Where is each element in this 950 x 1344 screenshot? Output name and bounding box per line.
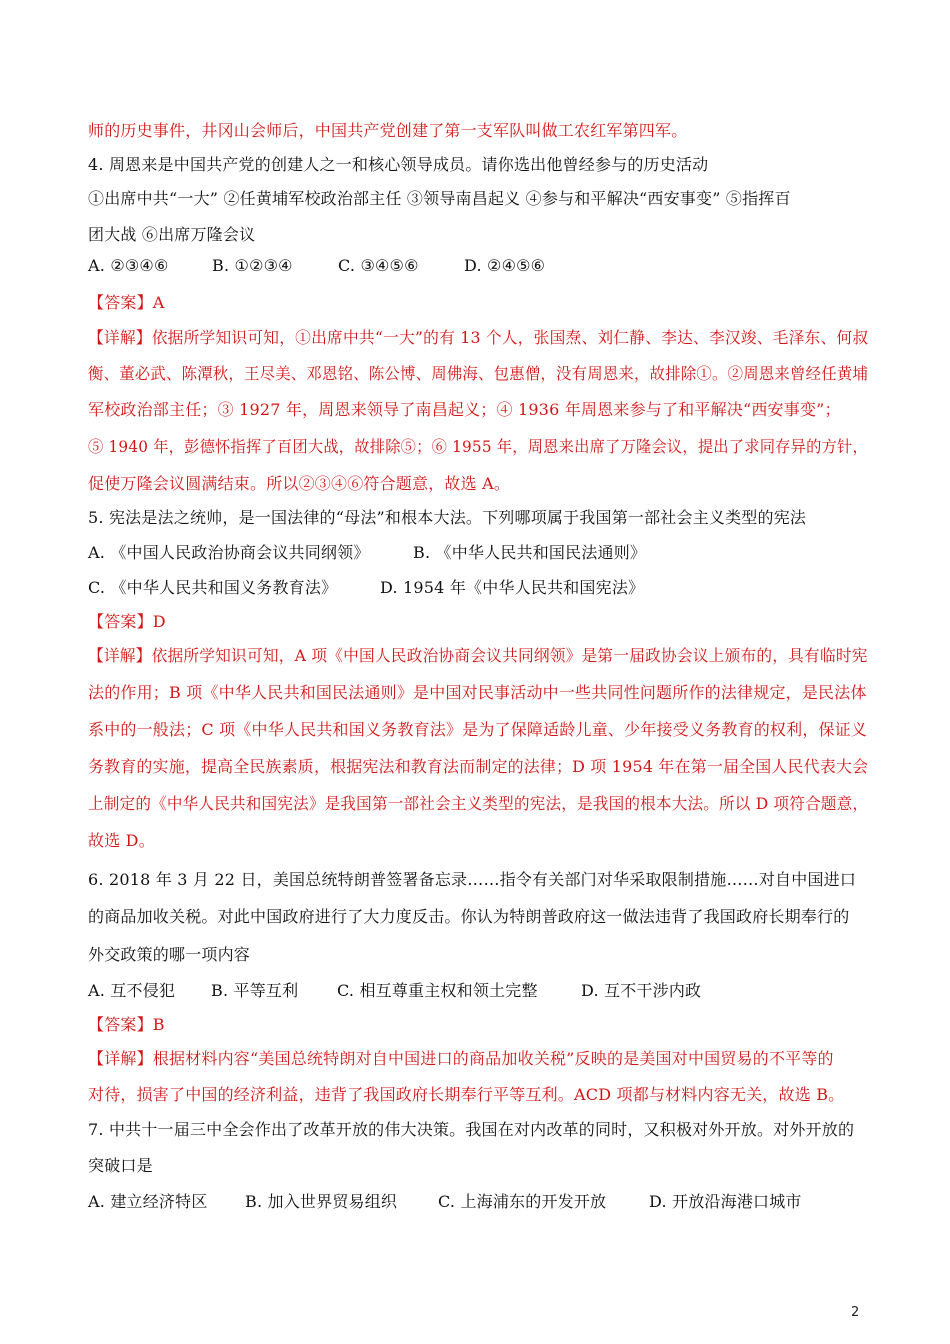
q6-detail-1: 【详解】根据材料内容“美国总统特朗对自中国进口的商品加收关税”反映的是美国对中国贸易的不平等的 [88,1049,834,1068]
q4-items-line2: 团大战 ⑥出席万隆会议 [88,225,256,244]
q5-option-a: A. 《中国人民政治协商会议共同纲领》 [88,543,370,562]
q4-stem: 4. 周恩来是中国共产党的创建人之一和核心领导成员。请你选出他曾经参与的历史活动 [88,155,709,174]
q7-option-b: B. 加入世界贸易组织 [245,1192,398,1211]
q4-detail-2: 衡、董必武、陈潭秋，王尽美、邓恩铭、陈公博、周佛海、包惠僧，没有周恩来，故排除①。②周恩来曾经任黄埔 [88,364,869,383]
q5-options-row1 [88,540,646,563]
q4-answer: 【答案】A [88,293,165,312]
q4-options [88,256,545,275]
q4-option-a: A. ②③④⑥ [88,256,169,275]
q5-option-b: B. 《中华人民共和国民法通则》 [413,543,647,562]
q6-answer: 【答案】B [88,1015,165,1034]
q5-detail-6: 故选 D。 [88,831,155,850]
q3-detail-tail: 师的历史事件，井冈山会师后，中国共产党创建了第一支军队叫做工农红军第四军。 [88,121,688,140]
q7-option-d: D. 开放沿海港口城市 [649,1192,802,1211]
q6-option-b: B. 平等互利 [211,981,299,1000]
q6-stem-2: 的商品加收关税。对此中国政府进行了大力度反击。你认为特朗普政府这一做法违背了我国政府长期奉行的 [88,907,850,926]
q4-detail-5: 促使万隆会议圆满结束。所以②③④⑥符合题意，故选 A。 [88,474,511,493]
q4-items-line1: ①出席中共“一大” ②任黄埔军校政治部主任 ③领导南昌起义 ④参与和平解决“西安事变” ⑤指挥百 [88,189,791,208]
q7-stem-1: 7. 中共十一届三中全会作出了改革开放的伟大决策。我国在对内改革的同时，又积极对外开放。对外开放的 [88,1120,855,1139]
q7-options [88,1189,802,1212]
q6-option-c: C. 相互尊重主权和领土完整 [337,981,538,1000]
q6-detail-2: 对待，损害了中国的经济利益，违背了我国政府长期奉行平等互利。ACD 项都与材料内容无关，故选 B。 [88,1085,845,1104]
q5-answer: 【答案】D [88,612,166,631]
q4-option-b: B. ①②③④ [212,256,293,275]
q5-detail-5: 上制定的《中华人民共和国宪法》是我国第一部社会主义类型的宪法，是我国的根本大法。所以 D 项符合题意， [88,794,869,813]
q4-detail-3: 军校政治部主任；③ 1927 年，周恩来领导了南昌起义；④ 1936 年周恩来参与了和平解决“西安事变”； [88,400,841,419]
q4-detail-1: 【详解】依据所学知识可知，①出席中共“一大”的有 13 个人，张国焘、刘仁静、李达、李汉竣、毛泽东、何叔 [88,328,869,347]
q5-detail-1: 【详解】依据所学知识可知，A 项《中国人民政治协商会议共同纲领》是第一届政协会议上颁布的，具有临时宪 [88,646,868,665]
q4-option-c: C. ③④⑤⑥ [338,256,419,275]
q4-option-d: D. ②④⑤⑥ [464,256,546,275]
q5-option-c: C. 《中华人民共和国义务教育法》 [88,578,338,597]
q6-option-a: A. 互不侵犯 [88,981,176,1000]
q5-options-row2 [88,575,644,598]
q5-detail-3: 系中的一般法；C 项《中华人民共和国义务教育法》是为了保障适龄儿童、少年接受义务教育的权利，保证义 [88,720,868,739]
q7-option-c: C. 上海浦东的开发开放 [438,1192,607,1211]
q6-stem-3: 外交政策的哪一项内容 [88,945,251,964]
q4-detail-4: ⑤ 1940 年，彭德怀指挥了百团大战，故排除⑤；⑥ 1955 年，周恩来出席了万隆会议，提出了求同存异的方针， [88,437,868,456]
q7-stem-2: 突破口是 [88,1156,153,1175]
q7-option-a: A. 建立经济特区 [88,1192,208,1211]
q5-detail-4: 务教育的实施，提高全民族素质，根据宪法和教育法而制定的法律；D 项 1954 年在第一届全国人民代表大会 [88,757,869,776]
q5-detail-2: 法的作用；B 项《中华人民共和国民法通则》是中国对民事活动中一些共同性问题所作的法律规定，是民法体 [88,683,867,702]
q5-stem: 5. 宪法是法之统帅，是一国法律的“母法”和根本大法。下列哪项属于我国第一部社会主义类型的宪法 [88,508,807,527]
q6-option-d: D. 互不干涉内政 [581,981,702,1000]
q5-option-d: D. 1954 年《中华人民共和国宪法》 [380,578,645,597]
page-number: 2 [851,1305,860,1320]
q6-stem-1: 6. 2018 年 3 月 22 日，美国总统特朗普签署备忘录……指令有关部门对华采取限制措施……对自中国进口 [88,870,857,889]
q6-options [88,978,701,1001]
